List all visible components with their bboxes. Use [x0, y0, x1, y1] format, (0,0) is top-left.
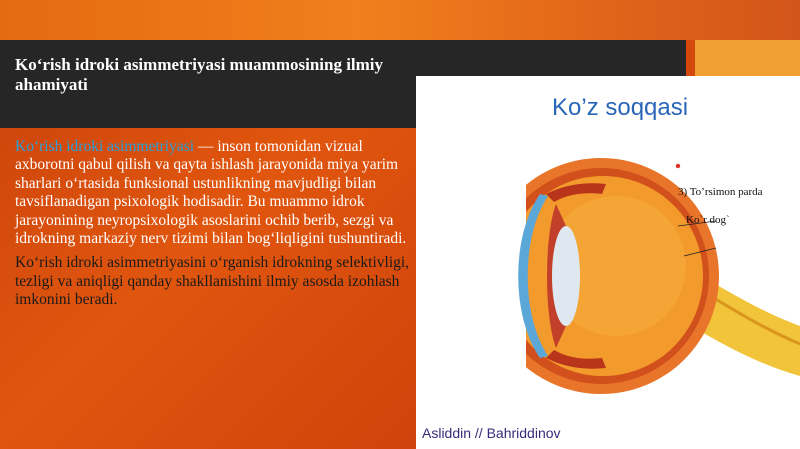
figure-title: Ko’z soqqasi	[552, 94, 689, 121]
slide-title: Ko‘rish idroki asimmetriyasi muammosining ilmiy ahamiyati	[15, 55, 384, 94]
slide-body	[15, 138, 411, 316]
eyeball-diagram	[416, 76, 800, 449]
red-dot	[676, 164, 680, 168]
cutaway-mask	[416, 136, 526, 436]
highlight-term: Ko‘rish idroki asimmetriyasi	[15, 138, 195, 155]
blind-spot-label: Ko`r dog`	[686, 214, 730, 226]
paragraph-1-text: — inson tomonidan vizual axborotni qabul qilish va qayta ishlash jarayonida miya yarim sharlari o‘rtasida funksional ustunlikning mavjudligi bilan tavsiflanadigan psixologik hodisadir. Bu muammo idrok jarayonining neyropsixologik asoslarini ochib berib, sezgi va idrokning markaziy nerv tizimi bilan bog‘liqligini tushuntiradi.	[15, 138, 407, 248]
top-decor-band	[0, 0, 800, 40]
lens	[552, 226, 580, 326]
eye-figure	[416, 76, 800, 449]
author-credit: Asliddin // Bahriddinov	[422, 425, 561, 441]
accent-block	[695, 40, 800, 76]
retina-label: 3) To’rsimon parda	[678, 186, 763, 198]
paragraph-2: Ko‘rish idroki asimmetriyasini o‘rganish idrokning selektivligi, tezligi va aniqligi qanday shakllanishini ilmiy asosda izohlash imkonini beradi.	[15, 254, 410, 309]
paragraph-1	[15, 138, 411, 248]
